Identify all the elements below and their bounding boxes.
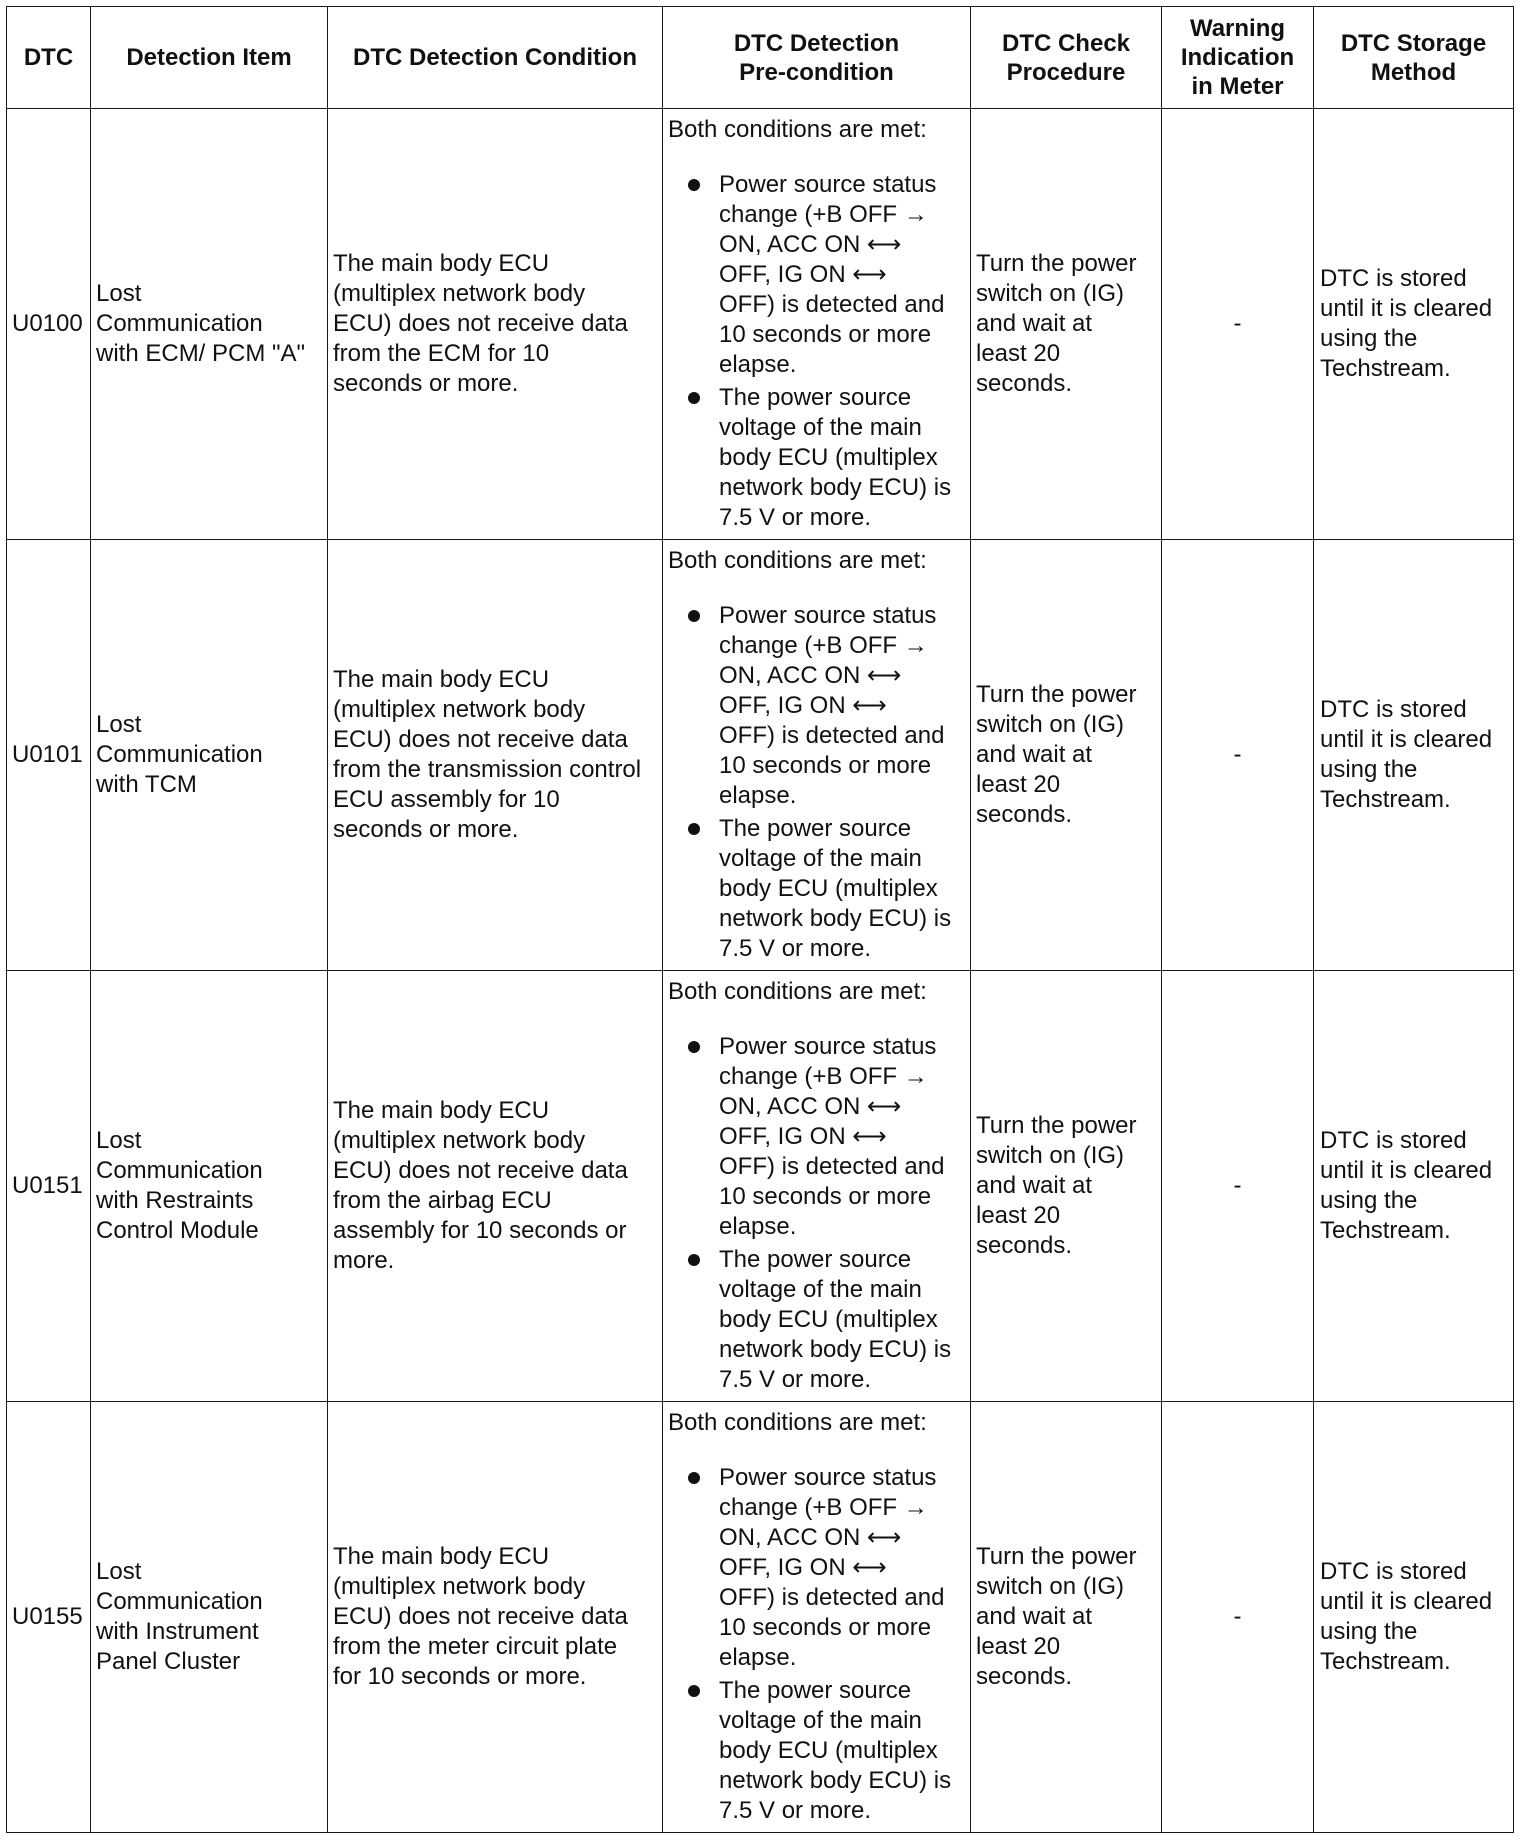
table-row — [7, 109, 1514, 540]
cell-detection-condition — [328, 1402, 663, 1833]
cell-warning-indication: - — [1162, 109, 1314, 540]
cell-dtc-code: U0151 — [7, 971, 91, 1402]
detection-condition-line: (multiplex network body — [333, 280, 586, 307]
header-row — [7, 7, 1514, 109]
detection-item-line: Communication — [96, 741, 263, 768]
header-storage-line: Method — [1370, 58, 1457, 86]
precondition-line: network body ECU) is — [719, 1767, 952, 1794]
header-precondition-line: Pre-condition — [739, 58, 894, 86]
precondition-line: network body ECU) is — [719, 474, 952, 501]
detection-condition-line: ECU) does not receive data — [333, 726, 628, 753]
detection-item-line: Communication — [96, 1157, 263, 1184]
bullet-icon — [688, 1041, 700, 1053]
precondition-line: Power source status — [719, 1464, 937, 1491]
header-precondition-line: DTC Detection — [733, 29, 900, 57]
check-procedure-line: switch on (IG) — [976, 1142, 1125, 1169]
check-procedure-line: and wait at — [976, 1172, 1093, 1199]
check-procedure-line: Turn the power — [976, 1543, 1137, 1570]
header-check-procedure — [971, 7, 1162, 109]
header-warning-line: Warning — [1189, 15, 1286, 42]
bullet-icon — [688, 823, 700, 835]
check-procedure-line: least 20 — [976, 1202, 1061, 1229]
detection-condition-line: The main body ECU — [333, 1543, 550, 1570]
precondition-line: body ECU (multiplex — [719, 1737, 938, 1764]
header-detection-condition: DTC Detection Condition — [328, 7, 663, 109]
precondition-line: 10 seconds or more — [719, 1183, 932, 1210]
storage-method-line: DTC is stored — [1320, 1558, 1467, 1585]
precondition-item — [668, 170, 966, 380]
cell-storage-method — [1314, 109, 1514, 540]
detection-condition-line: ECU) does not receive data — [333, 310, 628, 337]
detection-condition-line: The main body ECU — [333, 1097, 550, 1124]
precondition-item — [668, 814, 966, 964]
precondition-line: voltage of the main — [719, 1276, 922, 1303]
bullet-icon — [688, 1685, 700, 1697]
check-procedure-line: switch on (IG) — [976, 1573, 1125, 1600]
precondition-line: 7.5 V or more. — [719, 1797, 872, 1824]
precondition-line: voltage of the main — [719, 414, 922, 441]
precondition-line: OFF) is detected and — [719, 1153, 945, 1180]
precondition-line: 7.5 V or more. — [719, 1366, 872, 1393]
table-header — [7, 7, 1514, 109]
precondition-intro: Both conditions are met: — [668, 1409, 927, 1436]
precondition-line: 10 seconds or more — [719, 752, 932, 779]
precondition-line: The power source — [719, 384, 912, 411]
precondition-line: elapse. — [719, 782, 797, 809]
detection-condition-line: for 10 seconds or more. — [333, 1663, 587, 1690]
bullet-icon — [688, 1254, 700, 1266]
storage-method-line: until it is cleared — [1320, 726, 1493, 753]
precondition-line: ON, ACC ON ⟷ — [719, 1093, 902, 1120]
detection-condition-line: assembly for 10 seconds or — [333, 1217, 627, 1244]
precondition-line: elapse. — [719, 1213, 797, 1240]
detection-item-line: Panel Cluster — [96, 1648, 241, 1675]
cell-detection-condition — [328, 109, 663, 540]
precondition-line: The power source — [719, 815, 912, 842]
storage-method-line: using the — [1320, 325, 1418, 352]
precondition-item — [668, 1245, 966, 1395]
detection-condition-line: ECU) does not receive data — [333, 1157, 628, 1184]
check-procedure-line: seconds. — [976, 370, 1073, 397]
precondition-line: OFF) is detected and — [719, 291, 945, 318]
detection-condition-line: seconds or more. — [333, 370, 519, 397]
detection-condition-line: seconds or more. — [333, 816, 519, 843]
detection-condition-line: (multiplex network body — [333, 1573, 586, 1600]
precondition-line: ON, ACC ON ⟷ — [719, 1524, 902, 1551]
check-procedure-line: seconds. — [976, 1232, 1073, 1259]
detection-item-line: Communication — [96, 1588, 263, 1615]
check-procedure-line: Turn the power — [976, 1112, 1137, 1139]
storage-method-line: until it is cleared — [1320, 295, 1493, 322]
bullet-icon — [688, 610, 700, 622]
precondition-line: network body ECU) is — [719, 1336, 952, 1363]
cell-check-procedure — [971, 1402, 1162, 1833]
bullet-icon — [688, 392, 700, 404]
header-warning-line: Indication — [1180, 44, 1295, 71]
precondition-line: body ECU (multiplex — [719, 444, 938, 471]
check-procedure-line: and wait at — [976, 741, 1093, 768]
detection-condition-line: from the meter circuit plate — [333, 1633, 618, 1660]
cell-detection-item — [91, 109, 328, 540]
cell-dtc-code: U0155 — [7, 1402, 91, 1833]
cell-storage-method — [1314, 540, 1514, 971]
precondition-line: change (+B OFF → — [719, 201, 928, 228]
check-procedure-line: least 20 — [976, 771, 1061, 798]
dtc-table — [6, 6, 1514, 1833]
precondition-line: voltage of the main — [719, 845, 922, 872]
storage-method-line: DTC is stored — [1320, 265, 1467, 292]
precondition-line: 7.5 V or more. — [719, 504, 872, 531]
precondition-item — [668, 1676, 966, 1826]
detection-condition-line: from the airbag ECU — [333, 1187, 552, 1214]
precondition-line: 7.5 V or more. — [719, 935, 872, 962]
detection-condition-line: (multiplex network body — [333, 696, 586, 723]
detection-item-line: Communication — [96, 310, 263, 337]
precondition-line: voltage of the main — [719, 1707, 922, 1734]
detection-item-line: with Restraints — [96, 1187, 254, 1214]
check-procedure-line: least 20 — [976, 340, 1061, 367]
precondition-line: body ECU (multiplex — [719, 875, 938, 902]
detection-condition-line: The main body ECU — [333, 250, 550, 277]
cell-detection-item — [91, 540, 328, 971]
precondition-line: OFF, IG ON ⟷ — [719, 261, 887, 288]
storage-method-line: using the — [1320, 756, 1418, 783]
precondition-intro: Both conditions are met: — [668, 547, 927, 574]
precondition-line: The power source — [719, 1677, 912, 1704]
detection-item-line: Control Module — [96, 1217, 259, 1244]
storage-method-line: Techstream. — [1320, 355, 1451, 382]
check-procedure-line: seconds. — [976, 1663, 1073, 1690]
detection-item-line: with ECM/ PCM "A" — [96, 340, 306, 367]
detection-item-line: Lost — [96, 280, 142, 307]
cell-precondition — [663, 971, 971, 1402]
detection-item-line: Lost — [96, 1558, 142, 1585]
header-dtc: DTC — [7, 7, 91, 109]
cell-detection-item — [91, 1402, 328, 1833]
precondition-line: The power source — [719, 1246, 912, 1273]
precondition-line: OFF, IG ON ⟷ — [719, 692, 887, 719]
detection-item-line: with TCM — [96, 771, 197, 798]
storage-method-line: using the — [1320, 1618, 1418, 1645]
precondition-line: body ECU (multiplex — [719, 1306, 938, 1333]
precondition-list — [668, 1032, 966, 1395]
precondition-line: change (+B OFF → — [719, 1063, 928, 1090]
precondition-line: elapse. — [719, 351, 797, 378]
precondition-line: network body ECU) is — [719, 905, 952, 932]
precondition-line: Power source status — [719, 171, 937, 198]
header-precondition — [663, 7, 971, 109]
precondition-line: change (+B OFF → — [719, 1494, 928, 1521]
detection-condition-line: The main body ECU — [333, 666, 550, 693]
cell-warning-indication: - — [1162, 540, 1314, 971]
header-storage-method — [1314, 7, 1514, 109]
detection-item-line: Lost — [96, 711, 142, 738]
bullet-icon — [688, 1472, 700, 1484]
table-body — [7, 109, 1514, 1833]
storage-method-line: until it is cleared — [1320, 1588, 1493, 1615]
table-row — [7, 1402, 1514, 1833]
storage-method-line: Techstream. — [1320, 786, 1451, 813]
header-warning-indication — [1162, 7, 1314, 109]
detection-condition-line: from the transmission control — [333, 756, 642, 783]
precondition-item — [668, 383, 966, 533]
cell-check-procedure — [971, 971, 1162, 1402]
check-procedure-line: and wait at — [976, 1603, 1093, 1630]
precondition-line: Power source status — [719, 1033, 937, 1060]
precondition-intro: Both conditions are met: — [668, 978, 927, 1005]
check-procedure-line: and wait at — [976, 310, 1093, 337]
check-procedure-line: least 20 — [976, 1633, 1061, 1660]
cell-check-procedure — [971, 109, 1162, 540]
cell-storage-method — [1314, 971, 1514, 1402]
precondition-line: OFF) is detected and — [719, 722, 945, 749]
cell-warning-indication: - — [1162, 971, 1314, 1402]
check-procedure-line: seconds. — [976, 801, 1073, 828]
precondition-line: OFF, IG ON ⟷ — [719, 1123, 887, 1150]
cell-warning-indication: - — [1162, 1402, 1314, 1833]
storage-method-line: DTC is stored — [1320, 1127, 1467, 1154]
precondition-line: 10 seconds or more — [719, 321, 932, 348]
cell-precondition — [663, 109, 971, 540]
storage-method-line: Techstream. — [1320, 1648, 1451, 1675]
cell-storage-method — [1314, 1402, 1514, 1833]
precondition-line: 10 seconds or more — [719, 1614, 932, 1641]
precondition-line: elapse. — [719, 1644, 797, 1671]
precondition-line: OFF, IG ON ⟷ — [719, 1554, 887, 1581]
check-procedure-line: switch on (IG) — [976, 280, 1125, 307]
storage-method-line: until it is cleared — [1320, 1157, 1493, 1184]
table-row — [7, 971, 1514, 1402]
cell-detection-item — [91, 971, 328, 1402]
precondition-line: ON, ACC ON ⟷ — [719, 662, 902, 689]
cell-precondition — [663, 540, 971, 971]
cell-precondition — [663, 1402, 971, 1833]
header-warning-line: in Meter — [1191, 73, 1284, 100]
precondition-line: OFF) is detected and — [719, 1584, 945, 1611]
detection-item-line: with Instrument — [96, 1618, 259, 1645]
bullet-icon — [688, 179, 700, 191]
detection-item-line: Lost — [96, 1127, 142, 1154]
detection-condition-line: more. — [333, 1247, 395, 1274]
check-procedure-line: Turn the power — [976, 250, 1137, 277]
precondition-item — [668, 1463, 966, 1673]
precondition-list — [668, 170, 966, 533]
cell-dtc-code: U0101 — [7, 540, 91, 971]
detection-condition-line: ECU) does not receive data — [333, 1603, 628, 1630]
header-check-line: DTC Check — [1001, 29, 1131, 57]
precondition-item — [668, 601, 966, 811]
precondition-line: Power source status — [719, 602, 937, 629]
header-check-line: Procedure — [1006, 58, 1126, 86]
check-procedure-line: switch on (IG) — [976, 711, 1125, 738]
detection-condition-line: from the ECM for 10 — [333, 340, 550, 367]
table-row — [7, 540, 1514, 971]
storage-method-line: Techstream. — [1320, 1217, 1451, 1244]
cell-check-procedure — [971, 540, 1162, 971]
precondition-intro: Both conditions are met: — [668, 116, 927, 143]
cell-detection-condition — [328, 540, 663, 971]
precondition-line: ON, ACC ON ⟷ — [719, 231, 902, 258]
storage-method-line: using the — [1320, 1187, 1418, 1214]
check-procedure-line: Turn the power — [976, 681, 1137, 708]
precondition-item — [668, 1032, 966, 1242]
storage-method-line: DTC is stored — [1320, 696, 1467, 723]
detection-condition-line: (multiplex network body — [333, 1127, 586, 1154]
precondition-line: change (+B OFF → — [719, 632, 928, 659]
precondition-list — [668, 601, 966, 964]
precondition-list — [668, 1463, 966, 1826]
header-detection-item: Detection Item — [91, 7, 328, 109]
cell-dtc-code: U0100 — [7, 109, 91, 540]
cell-detection-condition — [328, 971, 663, 1402]
detection-condition-line: ECU assembly for 10 — [333, 786, 560, 813]
header-storage-line: DTC Storage — [1340, 29, 1487, 57]
